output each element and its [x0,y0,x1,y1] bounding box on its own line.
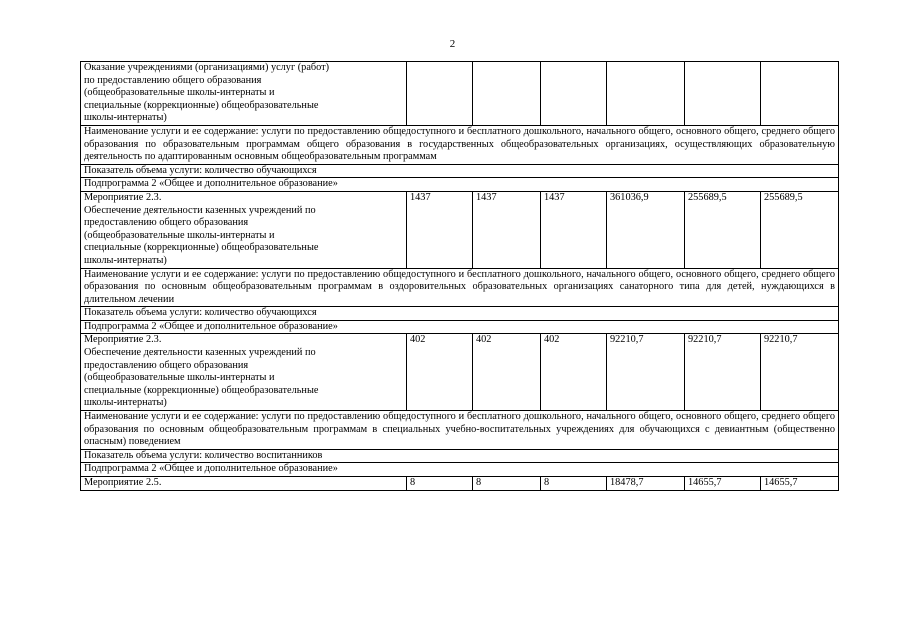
value-cell: 402 [541,334,607,411]
volume-indicator: Показатель объема услуги: количество обучающихся [81,164,839,178]
value-cell: 1437 [407,191,473,268]
subprogram-row [81,178,839,192]
value-cell: 92210,7 [685,334,761,411]
activity-row [81,191,839,268]
value-cell: 8 [541,477,607,491]
value-cell: 8 [473,477,541,491]
value-cell: 18478,7 [607,477,685,491]
value-cell: 8 [407,477,473,491]
subprogram-title: Подпрограмма 2 «Общее и дополнительное образование» [81,463,839,477]
activity-description: Мероприятие 2.3. Обеспечение деятельности казенных учреждений по предоставлению общего образования (общеобразовательные школы-интернаты и специальные (коррекционные) общеобразовательные школы-интернаты) [81,334,407,411]
value-cell: 255689,5 [761,191,839,268]
value-cell: 14655,7 [761,477,839,491]
value-cell [407,62,473,126]
service-description: Наименование услуги и ее содержание: услуги по предоставлению общедоступного и бесплатного дошкольного, начального общего, основного общего, среднего общего образования по образовательным программам общего образования в государственных общеобразовательных организациях, осуществляющих образовательную деятельность по адаптированным основным общеобразовательным программам [81,125,839,164]
subprogram-row [81,320,839,334]
page-number: 2 [449,38,456,50]
value-cell: 361036,9 [607,191,685,268]
activity-row [81,62,839,126]
value-cell [473,62,541,126]
volume-indicator: Показатель объема услуги: количество воспитанников [81,449,839,463]
indicator-row [81,164,839,178]
value-cell: 1437 [473,191,541,268]
volume-indicator: Показатель объема услуги: количество обучающихся [81,307,839,321]
value-cell [761,62,839,126]
service-description: Наименование услуги и ее содержание: услуги по предоставлению общедоступного и бесплатного дошкольного, начального общего, основного общего, среднего общего образования по основным общеобразовательным программам в специальных учебно-воспитательных учреждениях для обучающихся с девиантным (общественно опасным) поведением [81,411,839,450]
value-cell: 1437 [541,191,607,268]
activity-row [81,477,839,491]
value-cell: 92210,7 [761,334,839,411]
subprogram-title: Подпрограмма 2 «Общее и дополнительное образование» [81,178,839,192]
value-cell: 402 [407,334,473,411]
activity-description: Оказание учреждениями (организациями) услуг (работ) по предоставлению общего образования (общеобразовательные школы-интернаты и специальные (коррекционные) общеобразовательные школы-интернаты) [81,62,407,126]
service-row [81,411,839,450]
service-row [81,125,839,164]
value-cell [607,62,685,126]
subprogram-title: Подпрограмма 2 «Общее и дополнительное образование» [81,320,839,334]
activity-description: Мероприятие 2.5. [81,477,407,491]
value-cell: 92210,7 [607,334,685,411]
value-cell: 14655,7 [685,477,761,491]
indicator-row [81,449,839,463]
subprogram-row [81,463,839,477]
activity-description: Мероприятие 2.3. Обеспечение деятельности казенных учреждений по предоставлению общего образования (общеобразовательные школы-интернаты и специальные (коррекционные) общеобразовательные школы-интернаты) [81,191,407,268]
value-cell: 402 [473,334,541,411]
service-description: Наименование услуги и ее содержание: услуги по предоставлению общедоступного и бесплатного дошкольного, начального общего, основного общего, среднего общего образования по основным общеобразовательным программам в оздоровительных образовательных организациях санаторного типа для детей, нуждающихся в длительном лечении [81,268,839,307]
indicator-row [81,307,839,321]
budget-table [80,61,839,491]
activity-row [81,334,839,411]
value-cell [541,62,607,126]
value-cell [685,62,761,126]
service-row [81,268,839,307]
value-cell: 255689,5 [685,191,761,268]
